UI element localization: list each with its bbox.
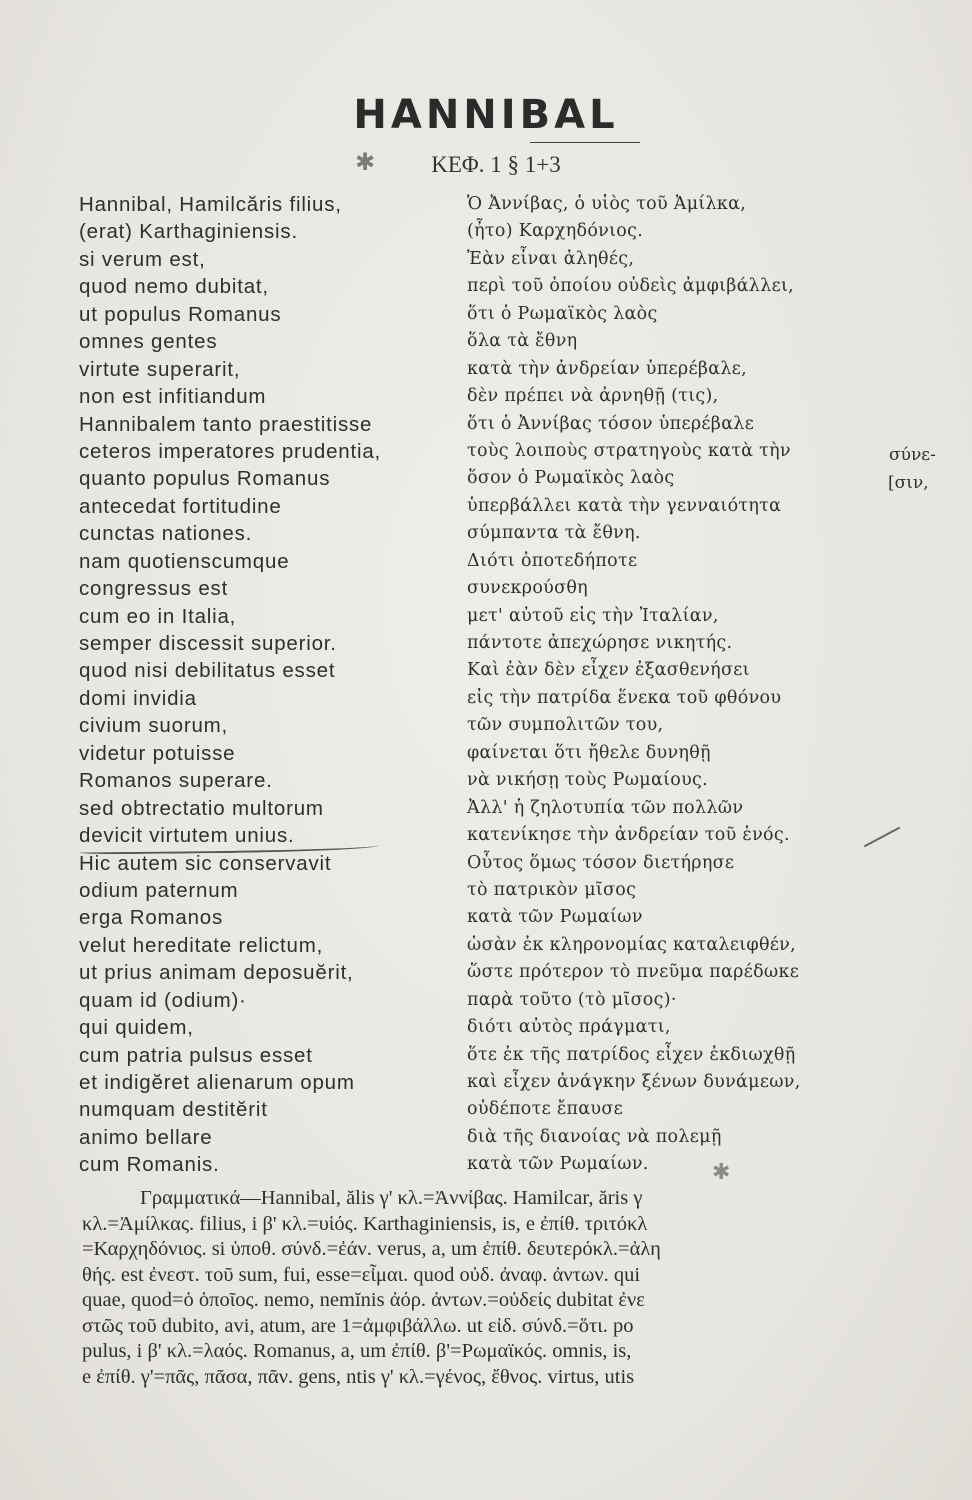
latin-line: odium paternum: [79, 878, 239, 902]
grammar-line: =Καρχηδόνιος. si ὑποθ. σύνδ.=ἐάν. verus, a, um ἐπίθ. δευτερόκλ.=ἀλη: [82, 1238, 661, 1260]
latin-line: Hannibalem tanto praestitisse: [79, 412, 373, 436]
latin-line: (erat) Karthaginiensis.: [79, 220, 298, 244]
greek-line: οὐδέποτε ἔπαυσε: [467, 1099, 623, 1120]
greek-overflow-word: [σιν,: [888, 473, 929, 493]
greek-line: φαίνεται ὅτι ἤθελε δυνηθῇ: [467, 742, 711, 763]
greek-line: κατὰ τῶν Ρωμαίων.: [467, 1154, 649, 1175]
latin-line: semper discessit superior.: [79, 632, 337, 655]
greek-line: ὡσὰν ἐκ κληρονομίας καταλειφθέν,: [467, 934, 796, 955]
greek-line: Ἀλλ' ἡ ζηλοτυπία τῶν πολλῶν: [467, 797, 744, 818]
greek-line: περὶ τοῦ ὁποίου οὐδεὶς ἀμφιβάλλει,: [467, 276, 794, 297]
latin-line: Hannibal, Hamilcăris filius,: [79, 193, 342, 216]
latin-line: et indigĕret alienarum opum: [79, 1071, 355, 1094]
greek-line: συνεκρούσθη: [467, 578, 588, 599]
greek-line: διὰ τῆς διανοίας νὰ πολεμῇ: [467, 1126, 722, 1147]
greek-line: εἰς τὴν πατρίδα ἕνεκα τοῦ φθόνου: [467, 687, 782, 708]
latin-line: sed obtrectatio multorum: [79, 796, 324, 820]
latin-line: nam quotienscumque: [79, 549, 290, 573]
grammar-line: Γραμματικά—Hannibal, ălis γ' κλ.=Ἀννίβας. Hamilcar, ăris γ: [140, 1187, 643, 1209]
latin-line: quam id (odium)·: [79, 988, 247, 1012]
title-underline: [530, 142, 640, 143]
end-mark-icon: ✱: [712, 1160, 731, 1185]
greek-line: διότι αὐτὸς πράγματι,: [467, 1017, 671, 1038]
latin-line: ut prius animam deposuĕrit,: [79, 961, 354, 985]
greek-line: Ὁ Ἀννίβας, ὁ υἱὸς τοῦ Ἀμίλκα,: [467, 194, 747, 214]
latin-line: animo bellare: [79, 1125, 213, 1149]
latin-line: si verum est,: [79, 247, 206, 271]
latin-text-column: [79, 191, 459, 1179]
latin-line: cum Romanis.: [79, 1153, 220, 1177]
latin-line: cunctas nationes.: [79, 522, 253, 546]
greek-line: τὸ πατρικὸν μῖσος: [467, 879, 637, 900]
greek-line: Ἐὰν εἶναι ἀληθές,: [467, 248, 635, 269]
greek-line: σύμπαντα τὰ ἔθνη.: [467, 523, 641, 544]
greek-line: κατὰ τὴν ἀνδρείαν ὑπερέβαλε,: [467, 358, 748, 379]
grammar-line: e ἐπίθ. γ'=πᾶς, πᾶσα, πᾶν. gens, ntis γ' κλ.=γένος, ἔθνος. virtus, utis: [82, 1365, 635, 1388]
greek-line: ὥστε πρότερον τὸ πνεῦμα παρέδωκε: [467, 962, 800, 983]
greek-line: δὲν πρέπει νὰ ἀρνηθῇ (τις),: [467, 386, 719, 407]
greek-line: ὑπερβάλλει κατὰ τὴν γενναιότητα: [467, 495, 782, 516]
greek-line: νὰ νικήσῃ τοὺς Ρωμαίους.: [467, 770, 708, 791]
greek-line: παρὰ τοῦτο (τὸ μῖσος)·: [467, 989, 677, 1010]
greek-line: (ἦτο) Καρχηδόνιος.: [467, 221, 644, 242]
latin-line: Hic autem sic conservavit: [79, 851, 332, 875]
greek-line: καὶ εἶχεν ἀνάγκην ξένων δυνάμεων,: [467, 1072, 801, 1092]
latin-line: numquam destitĕrit: [79, 1098, 268, 1122]
grammar-line: κλ.=Ἀμίλκας. filius, i β' κλ.=υἱός. Karthaginiensis, is, e ἐπίθ. τριτόκλ: [82, 1212, 648, 1235]
margin-mark-icon: ✱: [355, 148, 376, 176]
latin-line: velut hereditate relictum,: [79, 933, 324, 957]
latin-line: cum patria pulsus esset: [79, 1043, 313, 1067]
latin-line: congressus est: [79, 577, 229, 601]
greek-line: πάντοτε ἀπεχώρησε νικητής.: [467, 633, 733, 653]
latin-line: quod nemo dubitat,: [79, 275, 269, 299]
grammar-notes: [82, 1186, 942, 1390]
latin-line: non est infitiandum: [79, 385, 267, 409]
latin-line: quod nisi debilitatus esset: [79, 659, 336, 683]
latin-line: erga Romanos: [79, 906, 224, 930]
latin-line: devicit virtutem unius.: [79, 824, 295, 848]
grammar-line: θής. est ἐνεστ. τοῦ sum, fui, esse=εἶμαι. quod οὐδ. ἀναφ. ἀντων. qui: [82, 1263, 641, 1286]
latin-line: quanto populus Romanus: [79, 467, 331, 491]
greek-line: τῶν συμπολιτῶν του,: [467, 715, 664, 736]
latin-line: virtute superarit,: [79, 357, 241, 381]
latin-line: cum eo in Italia,: [79, 604, 237, 628]
greek-overflow-word: σύνε-: [889, 445, 936, 465]
greek-line: ὅτι ὁ Ρωμαϊκὸς λαὸς: [467, 303, 658, 324]
greek-line: κατενίκησε τὴν ἀνδρείαν τοῦ ἑνός.: [467, 825, 790, 846]
greek-line: κατὰ τῶν Ρωμαίων: [467, 907, 643, 928]
grammar-line: pulus, i β' κλ.=λαός. Romanus, a, um ἐπίθ. β'=Ρωμαϊκός. omnis, is,: [82, 1340, 632, 1362]
grammar-line: στῶς τοῦ dubito, avi, atum, are 1=ἀμφιβάλλω. ut εἰδ. σύνδ.=ὅτι. po: [82, 1314, 634, 1337]
latin-line: ut populus Romanus: [79, 302, 282, 326]
greek-line: ὅτε ἐκ τῆς πατρίδος εἶχεν ἐκδιωχθῇ: [467, 1044, 796, 1065]
greek-line: Διότι ὁποτεδήποτε: [467, 550, 638, 571]
latin-line: ceteros imperatores prudentia,: [79, 439, 382, 463]
latin-line: domi invidia: [79, 686, 197, 710]
greek-line: ὅσον ὁ Ρωμαϊκὸς λαὸς: [467, 468, 675, 489]
latin-line: omnes gentes: [79, 330, 218, 354]
greek-line: Οὗτος ὅμως τόσον διετήρησε: [467, 852, 735, 873]
greek-line: ὅτι ὁ Ἀννίβας τόσον ὑπερέβαλε: [467, 413, 755, 434]
latin-line: civium suorum,: [79, 714, 229, 738]
greek-line: Καὶ ἐὰν δὲν εἶχεν ἐξασθενήσει: [467, 660, 750, 681]
chapter-heading: ΚΕΦ. 1 § 1+3: [431, 152, 561, 177]
latin-line: Romanos superare.: [79, 769, 273, 793]
greek-line: μετ' αὐτοῦ εἰς τὴν Ἰταλίαν,: [467, 605, 719, 626]
page-title: HANNIBAL: [353, 92, 619, 138]
greek-line: τοὺς λοιποὺς στρατηγοὺς κατὰ τὴν: [467, 440, 791, 461]
latin-line: videtur potuisse: [79, 741, 236, 765]
grammar-line: quae, quod=ὁ ὁποῖος. nemo, nemĭnis ἀόρ. ἀντων.=οὐδείς dubitat ἐνε: [82, 1289, 645, 1311]
greek-translation-column: [467, 191, 887, 1179]
latin-line: qui quidem,: [79, 1016, 194, 1040]
greek-line: ὅλα τὰ ἔθνη: [467, 331, 578, 352]
latin-line: antecedat fortitudine: [79, 494, 282, 518]
